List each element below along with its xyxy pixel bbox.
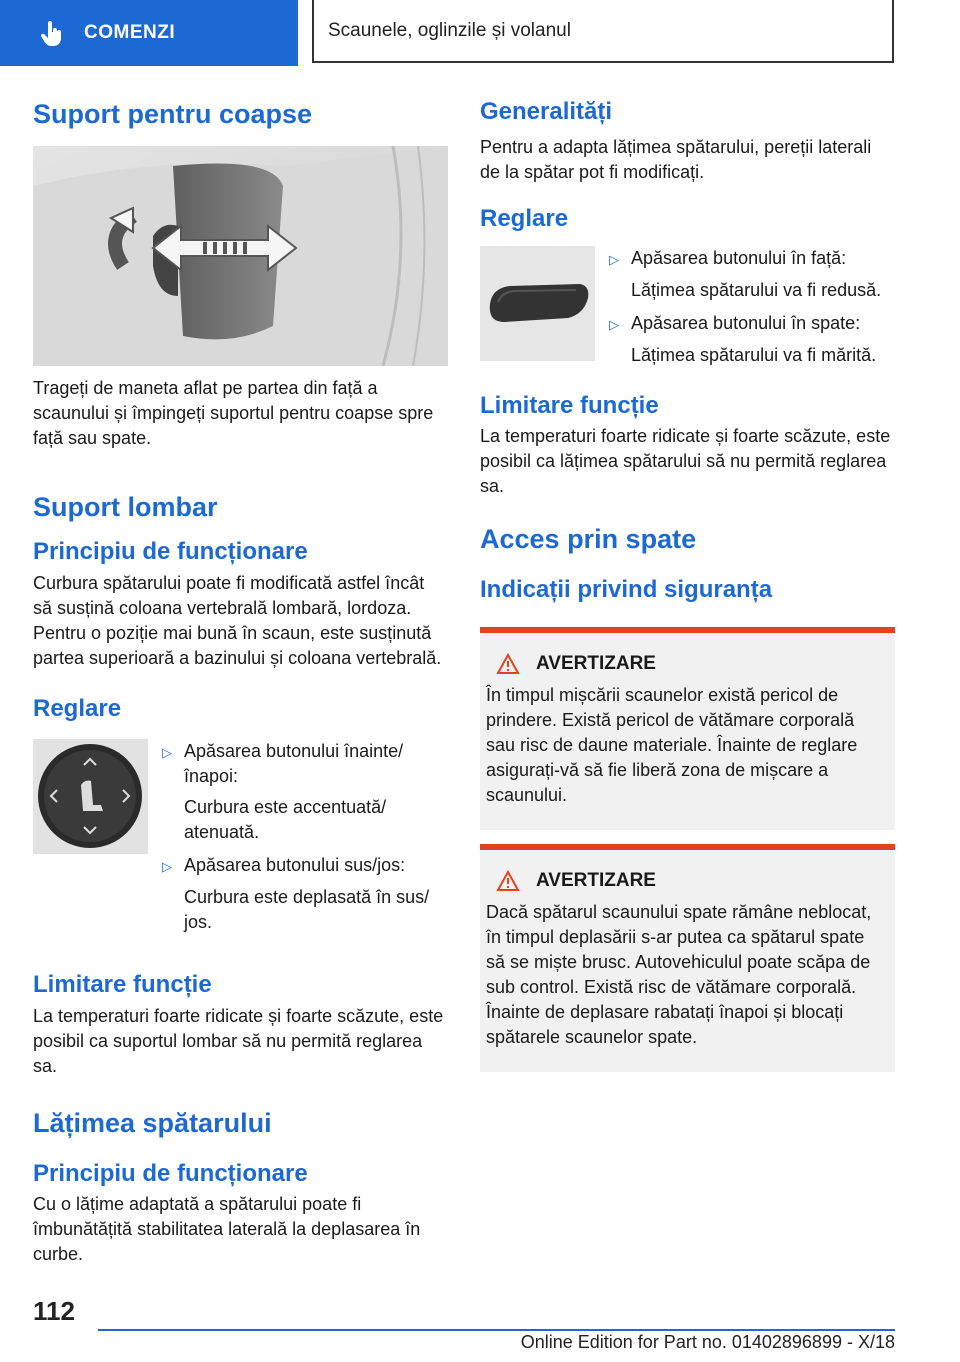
width-control-image	[480, 246, 595, 361]
warning-label: AVERTIZARE	[536, 652, 656, 674]
thigh-support-image	[33, 146, 448, 366]
general-text: Pentru a adapta lățimea spătarului, pereții laterali de la spătar pot fi modificați.	[480, 136, 872, 182]
edition-note: Online Edition for Part no. 01402896899 - X/18	[520, 1332, 895, 1352]
step-result: Lățimea spătarului va fi redusă.	[631, 279, 882, 300]
step-triangle-icon: ▷	[609, 251, 619, 267]
warning-text: Dacă spătarul scaunului spate rămâne neblocat, în timpul deplasării s-ar putea ca spătarul spate să se miște brusc. Autovehiculul poate scăpa de sub control. Există risc de vătămare corporală. Înainte de deplasare rabatați înapoi și blocați spătarele scaunelor spate.	[486, 901, 872, 1047]
page-number: 112	[33, 1296, 75, 1326]
width-limit-text: La temperaturi foarte ridicate și foarte scăzute, este posibil ca lățimea spătarului să nu permită reglarea sa.	[480, 426, 891, 497]
thigh-support-text: Trageți de maneta aflat pe partea din față a scaunului și împingeți suportul pentru coapse spre față sau spate.	[33, 378, 434, 449]
warning-text: În timpul mișcării scaunelor există pericol de prindere. Există pericol de vătămare corporală sau risc de daune materiale. Înainte de reglare asigurați-vă să fie liberă zona de mișcare a scaunului.	[486, 684, 858, 805]
step-result: Curbura este deplasată în sus/ jos.	[184, 887, 430, 933]
warning-box	[480, 844, 895, 1072]
backrest-width-title: Lățimea spătarului	[33, 1108, 272, 1139]
step-action: Apăsarea butonului în spate:	[631, 312, 861, 333]
lumbar-adjust-title: Reglare	[33, 694, 122, 722]
general-title: Generalități	[480, 98, 613, 125]
lumbar-principle-title: Principiu de funcționare	[33, 537, 308, 565]
step-triangle-icon: ▷	[162, 745, 172, 761]
step-action: Apăsarea butonului sus/jos:	[184, 855, 406, 876]
safety-title: Indicații privind siguranța	[480, 575, 773, 603]
warning-triangle-icon	[496, 870, 520, 892]
lumbar-control-image	[33, 739, 148, 854]
step-action: Apăsarea butonului în față:	[631, 247, 847, 268]
chapter-tab[interactable]	[0, 0, 298, 66]
warning-triangle-icon	[496, 653, 520, 675]
left-column	[33, 98, 448, 1267]
width-adjust-title: Reglare	[480, 204, 569, 232]
rear-access-title: Acces prin spate	[480, 524, 697, 555]
lumbar-limit-title: Limitare funcție	[33, 971, 212, 999]
hand-pointer-icon	[38, 19, 66, 47]
warning-label: AVERTIZARE	[536, 869, 656, 891]
step-result: Curbura este accentuată/ atenuată.	[184, 797, 387, 843]
width-limit-title: Limitare funcție	[480, 391, 659, 419]
step-result: Lățimea spătarului va fi mărită.	[631, 344, 877, 365]
step-triangle-icon: ▷	[609, 316, 619, 332]
right-column	[480, 98, 895, 1072]
lumbar-principle-text: Curbura spătarului poate fi modificată astfel încât să susțină coloana vertebrală lombară, lordoza. Pentru o poziție mai bună în scaun, este susținută partea superioară a bazinului și coloana vertebrală.	[33, 572, 442, 668]
width-principle-title: Principiu de funcționare	[33, 1159, 308, 1187]
lumbar-support-title: Suport lombar	[33, 492, 218, 523]
width-principle-text: Cu o lățime adaptată a spătarului poate fi îmbunătățită stabilitatea laterală la deplasarea în curbe.	[33, 1194, 421, 1265]
step-triangle-icon: ▷	[162, 859, 172, 875]
lumbar-limit-text: La temperaturi foarte ridicate și foarte scăzute, este posibil ca suportul lombar să nu permită reglarea sa.	[33, 1006, 444, 1077]
step-action: Apăsarea butonului înainte/ înapoi:	[184, 741, 404, 787]
section-title: Scaunele, oglinzile și volanul	[312, 0, 894, 63]
warning-box	[480, 627, 895, 830]
footer-divider	[98, 1329, 895, 1331]
thigh-support-title: Suport pentru coapse	[33, 99, 313, 129]
chapter-label: COMENZI	[84, 22, 176, 43]
